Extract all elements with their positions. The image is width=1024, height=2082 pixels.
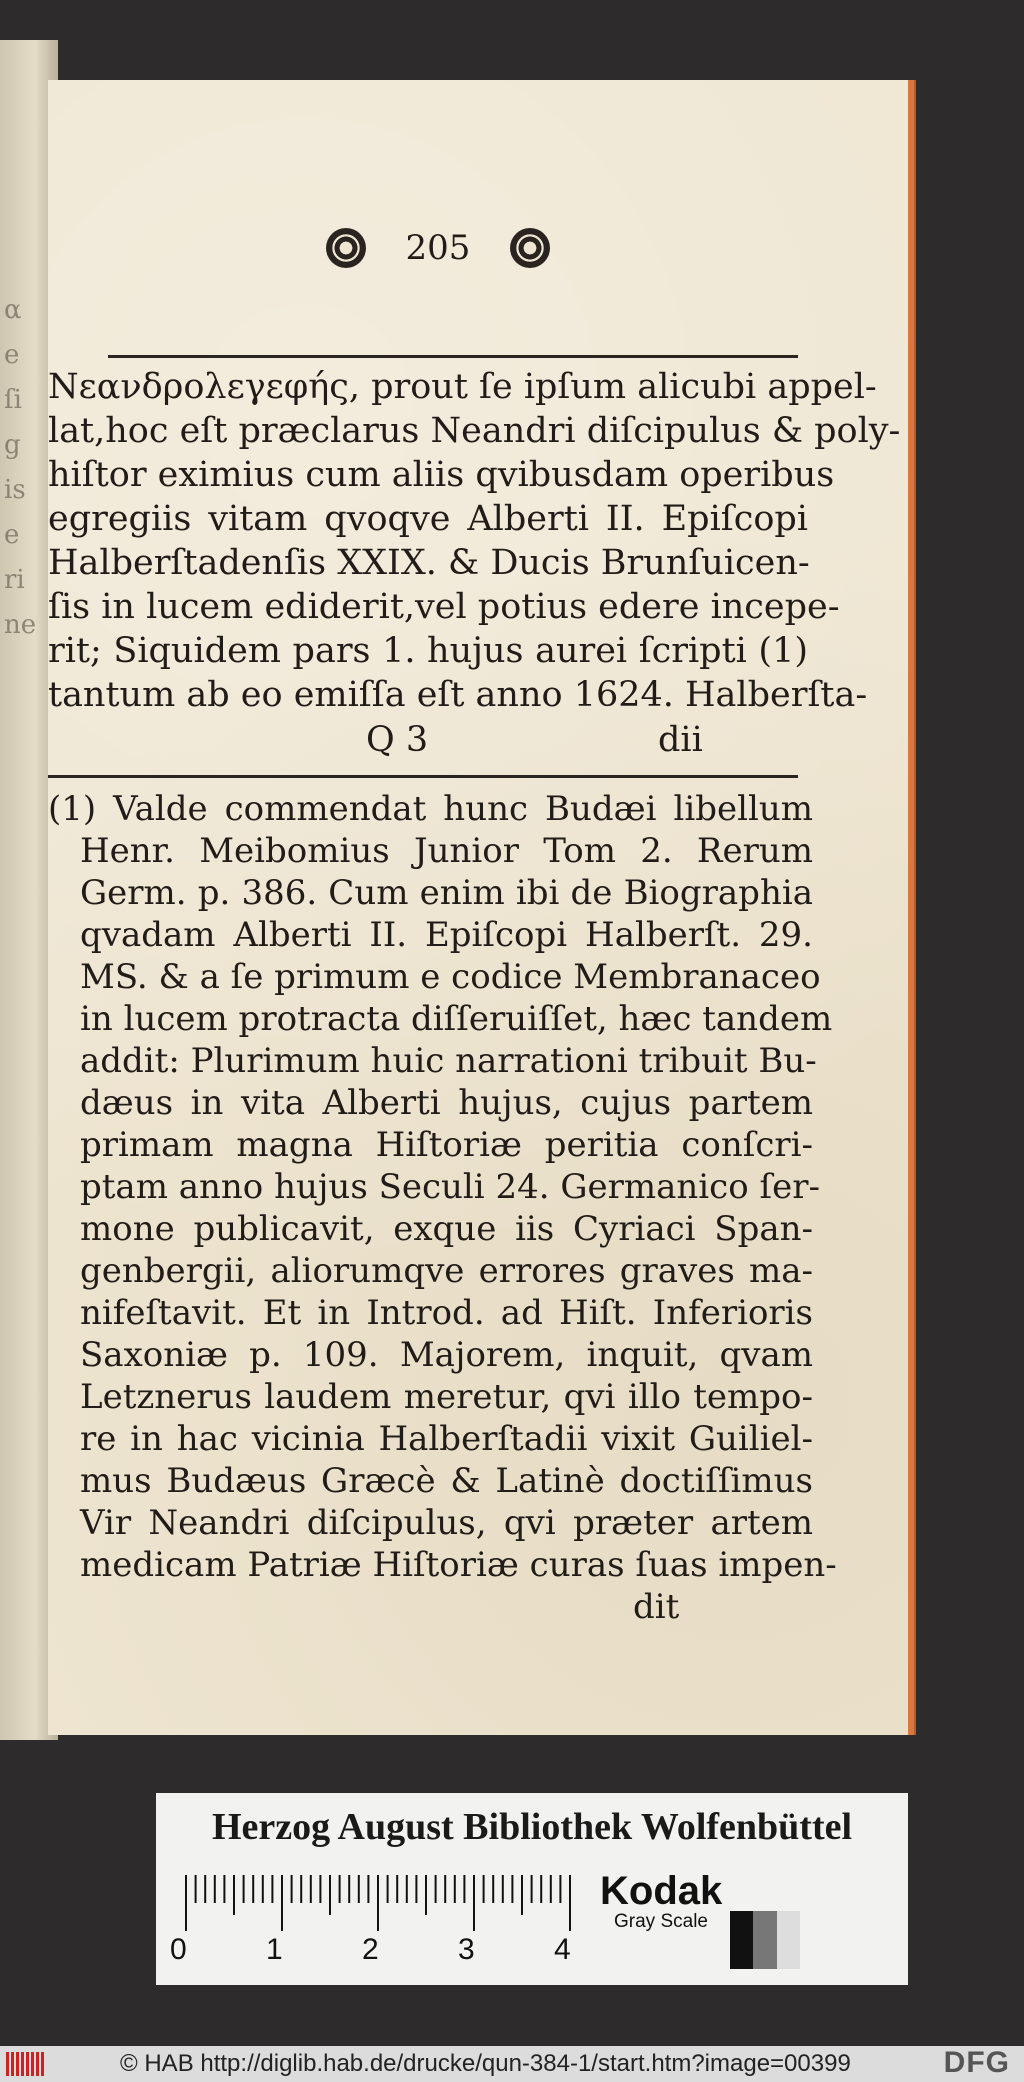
footnote-line: Saxoniæ p. 109. Majorem, inquit, qvam [80, 1335, 813, 1375]
footnote-text [48, 788, 837, 1628]
text-line: rit; Siquidem pars 1. hujus aurei ſcripti (1) [48, 631, 808, 671]
text-line: lat,hoc eſt præclarus Neandri diſcipulus & poly- [48, 411, 901, 451]
rosette-ornament-left-icon [326, 228, 366, 268]
page-header [288, 218, 588, 278]
ruler-label: 0 [170, 1933, 187, 1966]
ruler-label: 1 [266, 1933, 283, 1966]
catchword: dii [658, 720, 703, 760]
archive-title: Herzog August Bibliothek Wolfenbüttel [211, 1806, 853, 1848]
ruler-labels [170, 1933, 610, 1973]
footnote-line: addit: Plurimum huic narrationi tribuit Bu- [80, 1041, 817, 1081]
swatch-light [777, 1911, 800, 1969]
text-line: Νεανδρολεγεφής, prout ſe ipſum alicubi appel- [48, 367, 877, 407]
ruler-label: 2 [362, 1933, 379, 1966]
barcode-icon [6, 2052, 46, 2076]
text-line: tantum ab eo emiſſa eſt anno 1624. Halberſta- [48, 675, 868, 715]
footnote-line: Germ. p. 386. Cum enim ibi de Biographia [80, 873, 813, 913]
header-rule [108, 355, 798, 358]
footnote-line: mus Budæus Græcè & Latinè doctiſſimus [80, 1461, 813, 1501]
footnote-line: (1) Valde commendat hunc Budæi libellum [48, 789, 813, 829]
footnote-line: genbergii, aliorumqve errores graves ma- [80, 1251, 813, 1291]
archive-color-card [156, 1793, 908, 1985]
footnote-line: ptam anno hujus Seculi 24. Germanico ſer- [80, 1167, 820, 1207]
footnote-line: dæus in vita Alberti hujus, cujus partem [80, 1083, 813, 1123]
footer-bar [0, 2046, 1024, 2082]
previous-page-edge: α e ſi g is e ri ne [0, 40, 58, 1740]
footnote-line: qvadam Alberti II. Epiſcopi Halberſt. 29. [80, 915, 813, 955]
page-number: 205 [405, 228, 471, 268]
footnote-rule [48, 775, 798, 778]
footnote-line: in lucem protracta diſſeruiſſet, hæc tandem [80, 999, 833, 1039]
footnote-line: dit [633, 1587, 680, 1627]
dfg-logo: DFG [943, 2046, 1010, 2079]
footnote-line: Vir Neandri diſcipulus, qvi præter artem [80, 1503, 813, 1543]
footnote-line: mone publicavit, exque iis Cyriaci Span- [80, 1209, 813, 1249]
ruler-label: 3 [458, 1933, 475, 1966]
ruler-label: 4 [554, 1933, 571, 1966]
footnote-line: medicam Patriæ Hiſtoriæ curas ſuas impen- [80, 1545, 837, 1585]
text-line: hiſtor eximius cum aliis qvibusdam operibus [48, 455, 835, 495]
gray-scale-label: Gray Scale [614, 1911, 708, 1932]
footnote-line: Henr. Meibomius Junior Tom 2. Rerum [80, 831, 813, 871]
swatch-black [730, 1911, 753, 1969]
text-line: ſis in lucem ediderit,vel potius edere incepe- [48, 587, 840, 627]
footnote-line: nifeſtavit. Et in Introd. ad Hiſt. Inferioris [80, 1293, 813, 1333]
text-line: egregiis vitam qvoqve Alberti II. Epiſcopi [48, 499, 808, 539]
main-text [48, 365, 901, 717]
source-link[interactable]: © HAB http://diglib.hab.de/drucke/qun-384-1/start.htm?image=00399 [120, 2050, 851, 2077]
signature-mark: Q 3 [366, 720, 429, 760]
text-line: Halberſtadenſis XXIX. & Ducis Brunſuicen- [48, 543, 810, 583]
kodak-logo: Kodak [600, 1869, 723, 1913]
rosette-ornament-right-icon [510, 228, 550, 268]
footnote-line: MS. & a ſe primum e codice Membranaceo [80, 957, 821, 997]
footnote-line: Letznerus laudem meretur, qvi illo tempo- [80, 1377, 813, 1417]
footnote-line: primam magna Hiſtoriæ peritia conſcri- [80, 1125, 813, 1165]
ruler-scale [182, 1875, 572, 1931]
swatch-gray [753, 1911, 776, 1969]
book-page [48, 80, 914, 1735]
footnote-line: re in hac vicinia Halberſtadii vixit Guiliel- [80, 1419, 813, 1459]
gray-swatches [730, 1911, 800, 1969]
